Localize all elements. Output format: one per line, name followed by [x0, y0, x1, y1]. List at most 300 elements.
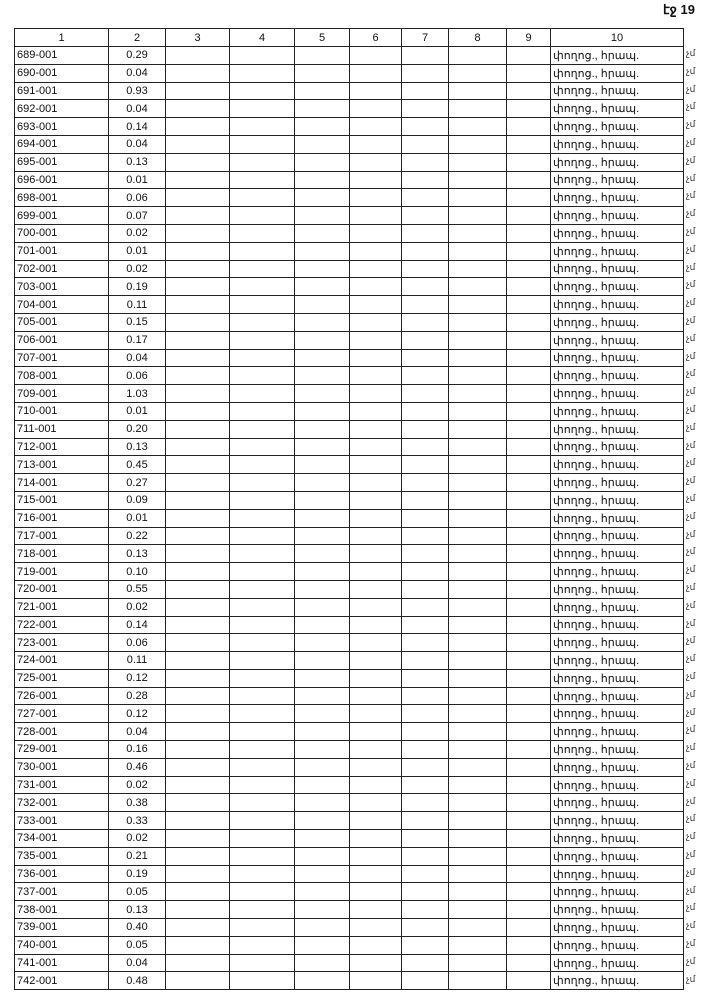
- parcel-code-cell: 710-001: [15, 402, 109, 420]
- parcel-code-cell: 742-001: [15, 972, 109, 990]
- empty-cell: [230, 776, 295, 794]
- empty-cell: [350, 278, 402, 296]
- empty-cell: [166, 545, 230, 563]
- empty-cell: [449, 260, 507, 278]
- empty-cell: [350, 598, 402, 616]
- margin-mark: չմ: [686, 582, 696, 592]
- empty-cell: [166, 313, 230, 331]
- empty-cell: [295, 189, 350, 207]
- area-cell: 0.13: [109, 901, 166, 919]
- empty-cell: [230, 135, 295, 153]
- margin-mark: չմ: [686, 884, 696, 895]
- empty-cell: [507, 82, 551, 100]
- empty-cell: [507, 652, 551, 670]
- empty-cell: [507, 135, 551, 153]
- empty-cell: [166, 278, 230, 296]
- margin-mark: չմ: [686, 137, 696, 147]
- empty-cell: [166, 812, 230, 830]
- empty-cell: [350, 705, 402, 723]
- table-row: [15, 634, 684, 652]
- margin-mark: չմ: [686, 510, 696, 521]
- table-row: [15, 153, 684, 171]
- margin-mark: չմ: [686, 439, 696, 450]
- empty-cell: [230, 794, 295, 812]
- area-cell: 0.01: [109, 509, 166, 527]
- table-row: [15, 652, 684, 670]
- empty-cell: [507, 242, 551, 260]
- empty-cell: [295, 652, 350, 670]
- purpose-cell: փողոց., հրապ.: [551, 687, 684, 705]
- purpose-cell: փողոց., հրապ.: [551, 260, 684, 278]
- margin-mark: չմ: [686, 243, 696, 254]
- empty-cell: [166, 402, 230, 420]
- empty-cell: [166, 794, 230, 812]
- empty-cell: [507, 936, 551, 954]
- empty-cell: [230, 47, 295, 65]
- empty-cell: [449, 118, 507, 136]
- parcel-code-cell: 724-001: [15, 652, 109, 670]
- margin-mark: չմ: [686, 386, 696, 397]
- empty-cell: [166, 936, 230, 954]
- table-row: [15, 616, 684, 634]
- empty-cell: [166, 972, 230, 990]
- area-cell: 0.01: [109, 402, 166, 420]
- empty-cell: [166, 153, 230, 171]
- empty-cell: [449, 456, 507, 474]
- column-header-6: 6: [350, 29, 402, 47]
- parcel-code-cell: 718-001: [15, 545, 109, 563]
- purpose-cell: փողոց., հրապ.: [551, 545, 684, 563]
- empty-cell: [350, 260, 402, 278]
- empty-cell: [507, 812, 551, 830]
- empty-cell: [402, 830, 449, 848]
- empty-cell: [350, 812, 402, 830]
- empty-cell: [166, 491, 230, 509]
- purpose-cell: փողոց., հրապ.: [551, 420, 684, 438]
- empty-cell: [295, 812, 350, 830]
- column-header-5: 5: [295, 29, 350, 47]
- empty-cell: [449, 563, 507, 581]
- purpose-cell: փողոց., հրապ.: [551, 936, 684, 954]
- empty-cell: [166, 830, 230, 848]
- purpose-cell: փողոց., հրապ.: [551, 474, 684, 492]
- empty-cell: [449, 242, 507, 260]
- parcel-code-cell: 716-001: [15, 509, 109, 527]
- purpose-cell: փողոց., հրապ.: [551, 580, 684, 598]
- empty-cell: [166, 438, 230, 456]
- empty-cell: [402, 189, 449, 207]
- empty-cell: [166, 260, 230, 278]
- empty-cell: [402, 687, 449, 705]
- area-cell: 0.04: [109, 349, 166, 367]
- empty-cell: [507, 331, 551, 349]
- empty-cell: [507, 189, 551, 207]
- empty-cell: [295, 865, 350, 883]
- empty-cell: [402, 669, 449, 687]
- empty-cell: [449, 652, 507, 670]
- empty-cell: [350, 82, 402, 100]
- parcel-code-cell: 717-001: [15, 527, 109, 545]
- empty-cell: [230, 385, 295, 403]
- empty-cell: [402, 207, 449, 225]
- purpose-cell: փողոց., հրապ.: [551, 349, 684, 367]
- empty-cell: [230, 687, 295, 705]
- table-row: [15, 794, 684, 812]
- empty-cell: [507, 207, 551, 225]
- empty-cell: [449, 741, 507, 759]
- empty-cell: [402, 260, 449, 278]
- column-header-2: 2: [109, 29, 166, 47]
- empty-cell: [295, 705, 350, 723]
- empty-cell: [507, 972, 551, 990]
- empty-cell: [507, 224, 551, 242]
- purpose-cell: փողոց., հրապ.: [551, 313, 684, 331]
- empty-cell: [350, 847, 402, 865]
- parcel-code-cell: 720-001: [15, 580, 109, 598]
- empty-cell: [166, 509, 230, 527]
- parcel-code-cell: 712-001: [15, 438, 109, 456]
- table-row: [15, 242, 684, 260]
- empty-cell: [449, 349, 507, 367]
- parcel-code-cell: 711-001: [15, 420, 109, 438]
- empty-cell: [166, 954, 230, 972]
- purpose-cell: փողոց., հրապ.: [551, 207, 684, 225]
- empty-cell: [295, 260, 350, 278]
- parcel-code-cell: 693-001: [15, 118, 109, 136]
- empty-cell: [295, 207, 350, 225]
- empty-cell: [507, 171, 551, 189]
- empty-cell: [166, 883, 230, 901]
- empty-cell: [295, 545, 350, 563]
- area-cell: 0.05: [109, 883, 166, 901]
- empty-cell: [350, 830, 402, 848]
- margin-mark: չմ: [686, 261, 696, 272]
- purpose-cell: փողոց., հրապ.: [551, 598, 684, 616]
- table-row: [15, 883, 684, 901]
- area-cell: 0.13: [109, 153, 166, 171]
- empty-cell: [402, 135, 449, 153]
- area-cell: 1.03: [109, 385, 166, 403]
- empty-cell: [166, 865, 230, 883]
- empty-cell: [402, 278, 449, 296]
- purpose-cell: փողոց., հրապ.: [551, 189, 684, 207]
- empty-cell: [350, 527, 402, 545]
- empty-cell: [295, 741, 350, 759]
- empty-cell: [350, 723, 402, 741]
- empty-cell: [402, 100, 449, 118]
- empty-cell: [295, 563, 350, 581]
- empty-cell: [402, 972, 449, 990]
- empty-cell: [402, 758, 449, 776]
- table-row: [15, 669, 684, 687]
- purpose-cell: փողոց., հրապ.: [551, 883, 684, 901]
- empty-cell: [166, 919, 230, 937]
- empty-cell: [507, 669, 551, 687]
- empty-cell: [350, 474, 402, 492]
- empty-cell: [507, 580, 551, 598]
- table-row: [15, 474, 684, 492]
- area-cell: 0.40: [109, 919, 166, 937]
- empty-cell: [230, 652, 295, 670]
- table-row: [15, 402, 684, 420]
- parcel-code-cell: 695-001: [15, 153, 109, 171]
- empty-cell: [166, 100, 230, 118]
- empty-cell: [449, 705, 507, 723]
- empty-cell: [295, 758, 350, 776]
- empty-cell: [402, 402, 449, 420]
- empty-cell: [166, 135, 230, 153]
- margin-mark: չմ: [686, 101, 696, 112]
- empty-cell: [402, 474, 449, 492]
- empty-cell: [230, 954, 295, 972]
- empty-cell: [449, 47, 507, 65]
- page-number: էջ 19: [662, 2, 695, 17]
- area-cell: 0.21: [109, 847, 166, 865]
- parcel-code-cell: 729-001: [15, 741, 109, 759]
- purpose-cell: փողոց., հրապ.: [551, 47, 684, 65]
- empty-cell: [295, 776, 350, 794]
- empty-cell: [507, 527, 551, 545]
- empty-cell: [449, 616, 507, 634]
- area-cell: 0.16: [109, 741, 166, 759]
- empty-cell: [507, 47, 551, 65]
- empty-cell: [230, 509, 295, 527]
- purpose-cell: փողոց., հրապ.: [551, 100, 684, 118]
- purpose-cell: փողոց., հրապ.: [551, 776, 684, 794]
- empty-cell: [230, 349, 295, 367]
- table-row: [15, 420, 684, 438]
- margin-mark: չմ: [686, 831, 696, 842]
- empty-cell: [230, 278, 295, 296]
- empty-cell: [230, 331, 295, 349]
- area-cell: 0.12: [109, 705, 166, 723]
- purpose-cell: փողոց., հրապ.: [551, 64, 684, 82]
- area-cell: 0.04: [109, 135, 166, 153]
- empty-cell: [350, 669, 402, 687]
- table-row: [15, 438, 684, 456]
- empty-cell: [402, 349, 449, 367]
- table-row: [15, 687, 684, 705]
- empty-cell: [166, 598, 230, 616]
- empty-cell: [402, 741, 449, 759]
- parcel-code-cell: 700-001: [15, 224, 109, 242]
- empty-cell: [449, 936, 507, 954]
- table-row: [15, 82, 684, 100]
- table-row: [15, 865, 684, 883]
- parcel-code-cell: 728-001: [15, 723, 109, 741]
- margin-mark: չմ: [686, 902, 696, 913]
- empty-cell: [230, 402, 295, 420]
- parcel-code-cell: 694-001: [15, 135, 109, 153]
- area-cell: 0.02: [109, 260, 166, 278]
- area-cell: 0.11: [109, 296, 166, 314]
- area-cell: 0.45: [109, 456, 166, 474]
- empty-cell: [507, 741, 551, 759]
- margin-mark: չմ: [686, 955, 696, 966]
- empty-cell: [507, 883, 551, 901]
- purpose-cell: փողոց., հրապ.: [551, 812, 684, 830]
- table-row: [15, 847, 684, 865]
- empty-cell: [449, 758, 507, 776]
- purpose-cell: փողոց., հրապ.: [551, 847, 684, 865]
- empty-cell: [350, 794, 402, 812]
- empty-cell: [507, 545, 551, 563]
- margin-mark: չմ: [686, 760, 696, 770]
- purpose-cell: փողոց., հրապ.: [551, 652, 684, 670]
- margin-mark: չմ: [686, 475, 696, 486]
- area-cell: 0.13: [109, 438, 166, 456]
- empty-cell: [350, 865, 402, 883]
- empty-cell: [166, 527, 230, 545]
- empty-cell: [402, 242, 449, 260]
- empty-cell: [295, 830, 350, 848]
- empty-cell: [166, 669, 230, 687]
- area-cell: 0.17: [109, 331, 166, 349]
- empty-cell: [402, 224, 449, 242]
- parcel-code-cell: 733-001: [15, 812, 109, 830]
- empty-cell: [402, 385, 449, 403]
- empty-cell: [295, 153, 350, 171]
- empty-cell: [350, 741, 402, 759]
- empty-cell: [449, 634, 507, 652]
- empty-cell: [507, 64, 551, 82]
- purpose-cell: փողոց., հրապ.: [551, 758, 684, 776]
- empty-cell: [230, 189, 295, 207]
- parcel-code-cell: 738-001: [15, 901, 109, 919]
- column-header-7: 7: [402, 29, 449, 47]
- area-cell: 0.01: [109, 171, 166, 189]
- purpose-cell: փողոց., հրապ.: [551, 865, 684, 883]
- table-row: [15, 776, 684, 794]
- empty-cell: [350, 385, 402, 403]
- purpose-cell: փողոց., հրապ.: [551, 616, 684, 634]
- empty-cell: [166, 741, 230, 759]
- empty-cell: [295, 954, 350, 972]
- parcel-code-cell: 696-001: [15, 171, 109, 189]
- margin-mark: չմ: [686, 457, 696, 468]
- empty-cell: [402, 794, 449, 812]
- area-cell: 0.38: [109, 794, 166, 812]
- empty-cell: [350, 118, 402, 136]
- empty-cell: [295, 242, 350, 260]
- purpose-cell: փողոց., հրապ.: [551, 367, 684, 385]
- empty-cell: [166, 224, 230, 242]
- area-cell: 0.02: [109, 830, 166, 848]
- empty-cell: [402, 616, 449, 634]
- empty-cell: [507, 153, 551, 171]
- purpose-cell: փողոց., հրապ.: [551, 118, 684, 136]
- empty-cell: [507, 438, 551, 456]
- empty-cell: [402, 118, 449, 136]
- empty-cell: [402, 64, 449, 82]
- empty-cell: [507, 830, 551, 848]
- parcel-code-cell: 715-001: [15, 491, 109, 509]
- purpose-cell: փողոց., հրապ.: [551, 723, 684, 741]
- empty-cell: [507, 456, 551, 474]
- table-row: [15, 491, 684, 509]
- empty-cell: [449, 385, 507, 403]
- margin-mark: չմ: [686, 813, 696, 824]
- parcel-code-cell: 730-001: [15, 758, 109, 776]
- empty-cell: [230, 936, 295, 954]
- purpose-cell: փողոց., հրապ.: [551, 705, 684, 723]
- purpose-cell: փողոց., հրապ.: [551, 171, 684, 189]
- table-row: [15, 331, 684, 349]
- empty-cell: [350, 207, 402, 225]
- empty-cell: [166, 82, 230, 100]
- empty-cell: [166, 385, 230, 403]
- empty-cell: [507, 758, 551, 776]
- area-cell: 0.01: [109, 242, 166, 260]
- empty-cell: [230, 919, 295, 937]
- empty-cell: [295, 883, 350, 901]
- margin-mark: չմ: [686, 172, 696, 183]
- area-cell: 0.04: [109, 954, 166, 972]
- empty-cell: [230, 118, 295, 136]
- empty-cell: [507, 100, 551, 118]
- table-row: [15, 456, 684, 474]
- purpose-cell: փողոց., հրապ.: [551, 402, 684, 420]
- purpose-cell: փողոց., հրապ.: [551, 901, 684, 919]
- parcel-code-cell: 723-001: [15, 634, 109, 652]
- parcel-code-cell: 737-001: [15, 883, 109, 901]
- table-row: [15, 758, 684, 776]
- parcel-code-cell: 699-001: [15, 207, 109, 225]
- margin-mark: չմ: [686, 973, 696, 984]
- parcel-code-cell: 690-001: [15, 64, 109, 82]
- parcel-code-cell: 703-001: [15, 278, 109, 296]
- empty-cell: [166, 331, 230, 349]
- margin-mark: չմ: [686, 724, 696, 735]
- empty-cell: [230, 82, 295, 100]
- empty-cell: [402, 919, 449, 937]
- empty-cell: [295, 794, 350, 812]
- empty-cell: [507, 598, 551, 616]
- empty-cell: [449, 847, 507, 865]
- table-row: [15, 385, 684, 403]
- empty-cell: [295, 474, 350, 492]
- empty-cell: [507, 954, 551, 972]
- empty-cell: [402, 456, 449, 474]
- table-row: [15, 207, 684, 225]
- area-cell: 0.05: [109, 936, 166, 954]
- empty-cell: [507, 349, 551, 367]
- empty-cell: [230, 741, 295, 759]
- parcel-code-cell: 734-001: [15, 830, 109, 848]
- empty-cell: [230, 64, 295, 82]
- empty-cell: [295, 349, 350, 367]
- margin-mark: չմ: [686, 528, 696, 539]
- table-row: [15, 135, 684, 153]
- purpose-cell: փողոց., հրապ.: [551, 296, 684, 314]
- parcel-code-cell: 726-001: [15, 687, 109, 705]
- empty-cell: [449, 687, 507, 705]
- empty-cell: [350, 901, 402, 919]
- empty-cell: [295, 634, 350, 652]
- parcel-code-cell: 721-001: [15, 598, 109, 616]
- table-row: [15, 47, 684, 65]
- empty-cell: [350, 242, 402, 260]
- empty-cell: [230, 598, 295, 616]
- margin-mark: չմ: [686, 154, 696, 165]
- empty-cell: [449, 669, 507, 687]
- empty-cell: [449, 972, 507, 990]
- empty-cell: [402, 47, 449, 65]
- parcel-code-cell: 707-001: [15, 349, 109, 367]
- column-header-1: 1: [15, 29, 109, 47]
- purpose-cell: փողոց., հրապ.: [551, 634, 684, 652]
- empty-cell: [402, 545, 449, 563]
